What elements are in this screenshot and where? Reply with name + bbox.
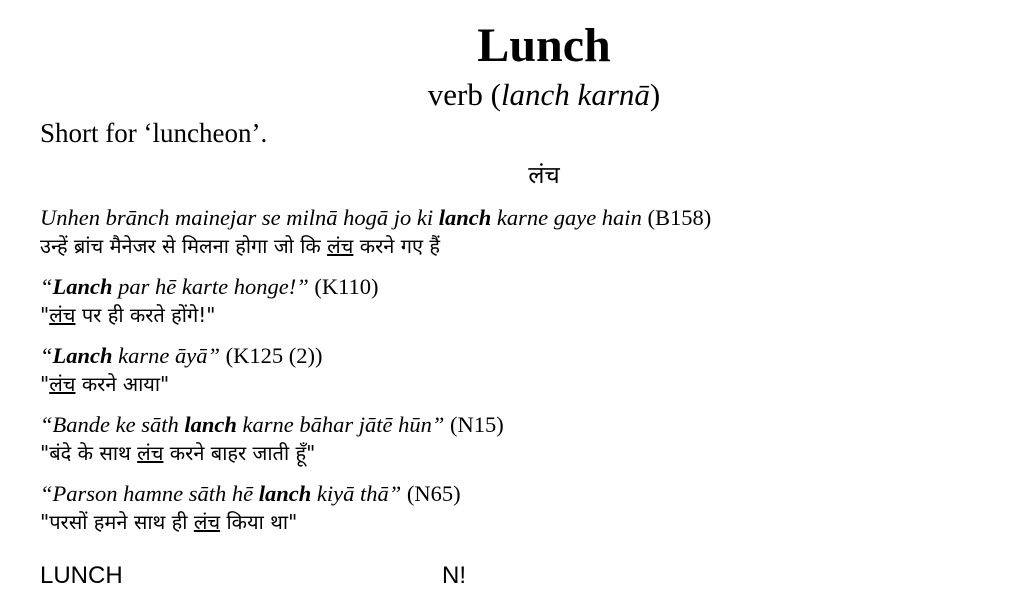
- source-reference: (N65): [401, 481, 461, 506]
- source-reference: (K110): [308, 274, 379, 299]
- hindi-text-after: करने बाहर जाती हूँ": [163, 441, 316, 465]
- example-hindi: [40, 370, 1000, 399]
- example-hindi: [40, 232, 1000, 261]
- source-reference: (N15): [444, 412, 504, 437]
- entry-headword: Lunch: [477, 19, 611, 72]
- hindi-headword: लंच: [528, 161, 560, 189]
- translit-text-before: Unhen brānch mainejar se milnā hogā jo ki: [40, 205, 439, 230]
- example-transliteration: [40, 204, 1000, 232]
- hindi-text-before: "बंदे के साथ: [40, 441, 138, 465]
- hindi-text-after: पर ही करते होंगे!": [75, 303, 216, 327]
- example-transliteration: [40, 411, 1000, 439]
- example-item: [40, 342, 1000, 399]
- example-hindi: [40, 508, 1000, 537]
- hindi-keyword: लंच: [193, 510, 221, 534]
- translit-keyword: lanch: [258, 481, 312, 506]
- translit-text-before: “Parson hamne sāth hē: [40, 481, 259, 506]
- pos-transliteration: lanch karnā: [500, 77, 650, 112]
- translit-text-after: kiyā thā”: [311, 481, 402, 506]
- hindi-text-before: उन्हें ब्रांच मैनेजर से मिलना होगा जो कि: [40, 234, 328, 258]
- part-of-speech-line: [0, 76, 1024, 114]
- pos-close: ): [649, 77, 661, 112]
- example-hindi: [40, 301, 1000, 330]
- example-hindi: [40, 439, 1000, 468]
- translit-text-before: “Bande ke sāth: [40, 412, 185, 437]
- translit-text-after: karne bāhar jātē hūn”: [236, 412, 445, 437]
- translit-text-before: “: [40, 274, 53, 299]
- hindi-text-before: "परसों हमने साथ ही: [40, 510, 194, 534]
- example-item: [40, 273, 1000, 330]
- example-item: [40, 480, 1000, 537]
- translit-keyword: Lanch: [52, 343, 113, 368]
- hindi-text-after: किया था": [220, 510, 298, 534]
- pos-label: verb (: [427, 77, 501, 112]
- hindi-keyword: लंच: [49, 372, 76, 396]
- hindi-keyword: लंच: [137, 441, 164, 465]
- source-reference: (B158): [641, 205, 712, 230]
- footer-code: N!: [442, 562, 466, 589]
- example-item: [40, 411, 1000, 468]
- hindi-text-before: ": [40, 303, 50, 327]
- translit-text-before: “: [40, 343, 53, 368]
- example-transliteration: [40, 273, 1000, 301]
- translit-text-after: karne gaye hain: [491, 205, 642, 230]
- translit-keyword: lanch: [184, 412, 237, 437]
- translit-text-after: karne āyā”: [112, 343, 221, 368]
- hindi-keyword: लंच: [49, 303, 76, 327]
- source-reference: (K125 (2)): [220, 343, 323, 368]
- hindi-text-after: करने आया": [75, 372, 170, 396]
- translit-keyword: lanch: [438, 205, 492, 230]
- hindi-text-after: करने गए हैं: [353, 234, 441, 258]
- translit-keyword: Lanch: [52, 274, 113, 299]
- hindi-text-before: ": [40, 372, 50, 396]
- translit-text-after: par hē karte honge!”: [112, 274, 309, 299]
- example-transliteration: [40, 342, 1000, 370]
- example-transliteration: [40, 480, 1000, 508]
- examples-list: [40, 204, 1000, 549]
- footer-label: LUNCH: [40, 562, 123, 589]
- example-item: [40, 204, 1000, 261]
- definition-text: Short for ‘luncheon’.: [40, 118, 268, 148]
- hindi-keyword: लंच: [327, 234, 354, 258]
